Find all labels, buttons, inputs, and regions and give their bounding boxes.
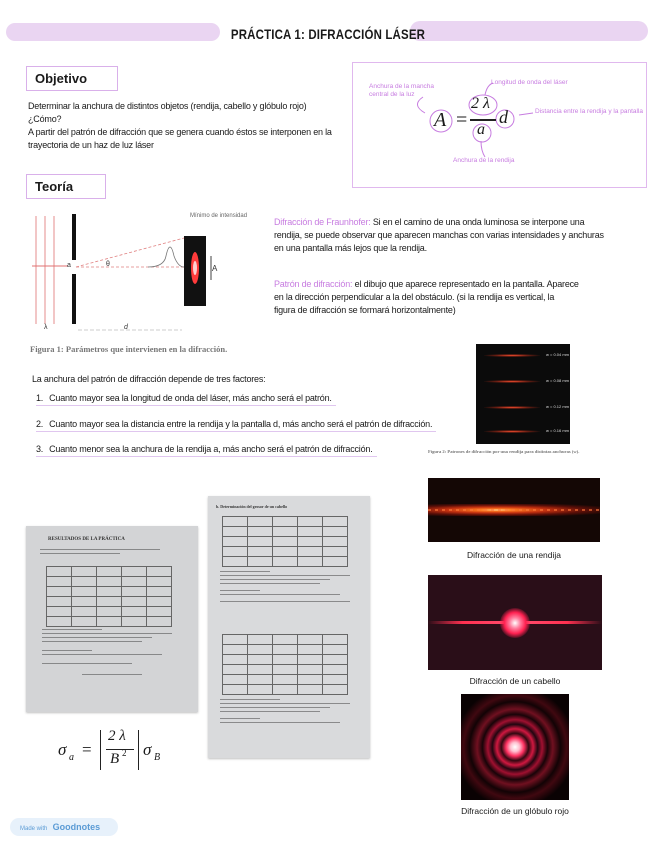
- objetivo-text: Determinar la anchura de distintos objetos (rendija, cabello y glóbulo rojo) ¿Cómo? A partir del patrón de difracción que se genera cuando éstos se interponen en la trayectoria de un haz de luz láser: [28, 101, 332, 150]
- figure1-label-d: d: [124, 324, 128, 331]
- figure2-caption: Figura 2: Patrones de difracción por una rendija para distintas anchuras (w).: [428, 449, 580, 454]
- slit-diffraction-photo: [428, 478, 600, 542]
- sigma-formula: σ a = 2 λ B 2 σ B: [58, 728, 198, 774]
- figure1-label-A: A: [212, 264, 218, 273]
- figure2-row-label: w = 0.08 mm: [546, 378, 570, 383]
- goodnotes-badge: [10, 818, 118, 836]
- formula-note-top: Longitud de onda del láser: [491, 79, 568, 86]
- formula-eq: =: [456, 109, 468, 131]
- factors-intro: La anchura del patrón de difracción depende de tres factores:: [32, 374, 266, 384]
- figure1-caption: Figura 1: Parámetros que intervienen en la difracción.: [30, 344, 228, 354]
- formula-den: a: [477, 121, 485, 138]
- figure1-label-theta: θ: [106, 261, 110, 268]
- sheet1-table: [46, 566, 172, 627]
- formula-num: 2 λ: [471, 95, 490, 112]
- lab-sheet-photo-1: [26, 526, 198, 712]
- fraunhofer-text: Difracción de Fraunhofer: Si en el camino de una onda luminosa se interpone una rendija, se puede observar que aparecen manchas con varias intensidades y anchuras en una pantalla más lejos que la rendija.: [274, 217, 604, 253]
- goodnotes-brand: Goodnotes: [52, 822, 101, 832]
- formula-mult: d: [499, 107, 508, 127]
- teoria-heading: Teoría: [26, 174, 106, 199]
- figure2-row-label: w = 0.12 mm: [546, 404, 570, 409]
- formula-note-right: Distancia entre la rendija y la pantalla: [535, 108, 644, 115]
- page-title: PRÁCTICA 1: DIFRACCIÓN LÁSER: [230, 26, 426, 42]
- sheet1-title: RESULTADOS DE LA PRÁCTICA: [48, 537, 125, 542]
- sheet2-table-1: [222, 516, 348, 567]
- made-with-label: Made with: [20, 826, 48, 832]
- red-blood-cell-diffraction-photo: [461, 694, 569, 800]
- factor-item: 3. Cuanto menor sea la anchura de la rendija a, más ancho será el patrón de difracción.: [36, 443, 377, 457]
- figure2-row-label: w = 0.16 mm: [546, 428, 570, 433]
- figure2-image: [476, 344, 570, 444]
- figure1-label-min: Mínimo de intensidad: [190, 213, 248, 219]
- hair-diffraction-photo: [428, 575, 602, 670]
- photo-caption: Difracción de un glóbulo rojo: [461, 806, 569, 816]
- formula-note-left: Anchura de la mancha central de la luz: [369, 83, 435, 98]
- factor-item: 2. Cuanto mayor sea la distancia entre la rendija y la pantalla d, más ancho será el patrón de difracción.: [36, 418, 436, 432]
- patron-text: Patrón de difracción: el dibujo que aparece representado en la pantalla. Aparece en la dirección perpendicular a la del obstáculo. (si la rendija es vertical, la figura de difracción se formará horizontalmente): [274, 279, 579, 315]
- formula-box: [352, 62, 647, 188]
- figure2-row-label: w = 0.04 mm: [546, 352, 570, 357]
- formula-lhs: A: [434, 109, 447, 131]
- header-pill-left: [6, 23, 220, 41]
- figure1-diagram: [28, 208, 268, 338]
- patron-term: Patrón de difracción:: [274, 279, 353, 289]
- photo-caption: Difracción de una rendija: [466, 550, 562, 560]
- figure1-label-lambda: λ: [44, 324, 48, 331]
- fraunhofer-term: Difracción de Fraunhofer:: [274, 217, 371, 227]
- formula-note-bottom: Anchura de la rendija: [453, 157, 515, 164]
- header-pill-right: [410, 21, 648, 41]
- figure1-label-a: a: [67, 262, 71, 269]
- lab-sheet-photo-2: [208, 496, 370, 758]
- factor-item: 1. Cuanto mayor sea la longitud de onda del láser, más ancho será el patrón.: [36, 392, 336, 406]
- sheet2-table-2: [222, 634, 348, 695]
- photo-caption: Difracción de un cabello: [469, 676, 561, 686]
- sheet2-title: b. Determinación del grosor de un cabello: [216, 504, 288, 509]
- objetivo-heading: Objetivo: [26, 66, 118, 91]
